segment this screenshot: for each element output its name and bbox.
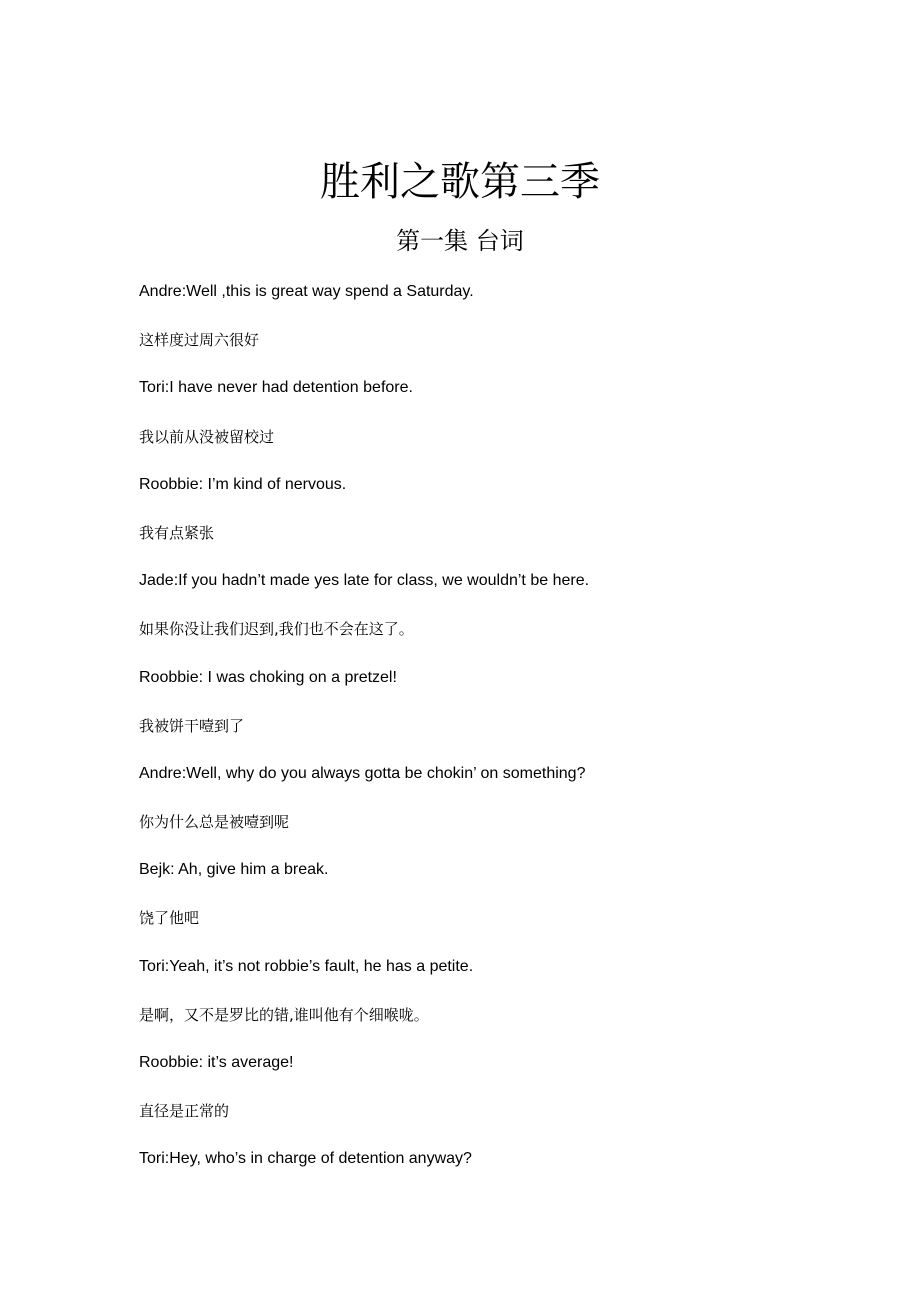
document-title: 胜利之歌第三季 — [320, 159, 600, 205]
dialogue-line-english: Andre:Well, why do you always gotta be chokin’ on something? — [139, 764, 586, 782]
dialogue-line-chinese: 如果你没让我们迟到,我们也不会在这了。 — [139, 620, 414, 639]
dialogue-line-english: Bejk: Ah, give him a break. — [139, 861, 329, 879]
dialogue-line-english: Tori:Yeah, it’s not robbie’s fault, he has a petite. — [139, 957, 474, 975]
dialogue-line-chinese: 我有点紧张 — [139, 523, 215, 542]
dialogue-line-chinese: 饶了他吧 — [139, 909, 200, 928]
dialogue-line-english: Tori:Hey, who’s in charge of detention anyway? — [139, 1150, 472, 1168]
dialogue-line-english: Tori:I have never had detention before. — [139, 379, 413, 397]
document-subtitle: 第一集 台词 — [396, 227, 524, 255]
dialogue-line-chinese: 你为什么总是被噎到呢 — [139, 813, 290, 832]
dialogue-line-chinese: 我被饼干噎到了 — [139, 716, 245, 735]
dialogue-line-chinese: 是啊，又不是罗比的错,谁叫他有个细喉咙。 — [139, 1005, 429, 1024]
dialogue-line-chinese: 我以前从没被留校过 — [139, 427, 275, 446]
dialogue-line-english: Roobbie: I’m kind of nervous. — [139, 475, 347, 493]
dialogue-line-english: Roobbie: it’s average! — [139, 1054, 294, 1071]
dialogue-line-chinese: 直径是正常的 — [139, 1102, 230, 1121]
dialogue-line-english: Andre:Well ,this is great way spend a Saturday. — [139, 283, 474, 300]
dialogue-line-chinese: 这样度过周六很好 — [139, 331, 260, 350]
dialogue-line-english: Roobbie: I was choking on a pretzel! — [139, 668, 397, 686]
dialogue-lines — [139, 278, 859, 1194]
dialogue-line-english: Jade:If you hadn’t made yes late for class, we wouldn’t be here. — [139, 572, 590, 590]
